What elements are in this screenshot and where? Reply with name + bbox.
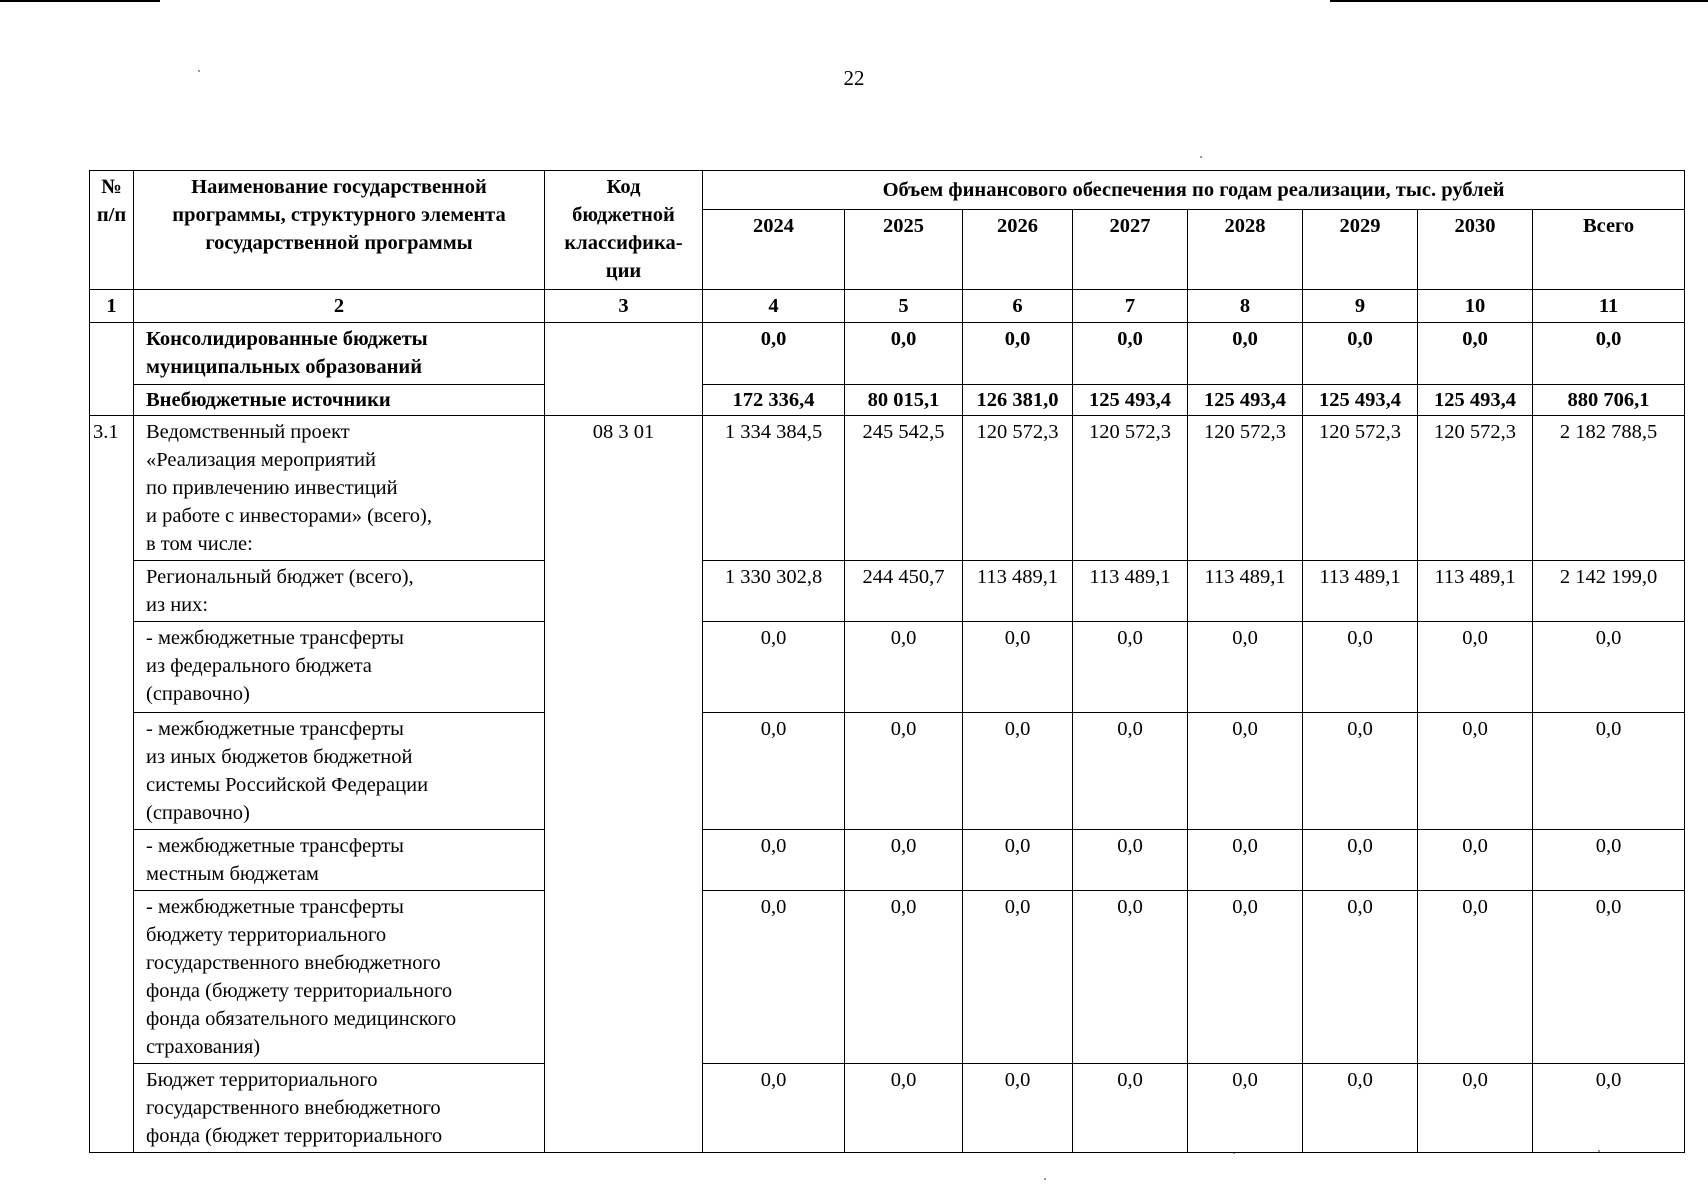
cell-value: 0,0 [963,713,1073,830]
cell-value: 120 572,3 [1188,416,1303,561]
cell-value: 0,0 [963,323,1073,385]
cell-value: 0,0 [1073,622,1188,713]
cell-value: 0,0 [703,323,845,385]
cell-value-total: 0,0 [1533,891,1685,1064]
cell-value: 125 493,4 [1303,385,1418,416]
cell-value: 0,0 [1073,323,1188,385]
header-volume: Объем финансового обеспечения по годам реализации, тыс. рублей [703,171,1685,210]
cell-value: 120 572,3 [963,416,1073,561]
header-year: 2030 [1418,210,1533,290]
column-number: 8 [1188,290,1303,323]
row-name: Бюджет территориального государственного внебюджетного фонда (бюджет территориального [134,1064,545,1153]
header-name: Наименование государственной программы, структурного элемента государственной программы [134,171,545,290]
table-row-federal-transfers [90,622,1685,713]
column-number: 10 [1418,290,1533,323]
cell-value: 120 572,3 [1303,416,1418,561]
cell-value: 0,0 [1303,323,1418,385]
cell-value: 125 493,4 [1188,385,1303,416]
cell-value: 0,0 [1073,713,1188,830]
cell-value: 113 489,1 [963,561,1073,622]
cell-value: 0,0 [1188,713,1303,830]
header-year: 2028 [1188,210,1303,290]
cell-value: 0,0 [1418,323,1533,385]
cell-value-total: 0,0 [1533,323,1685,385]
cell-value: 0,0 [1418,1064,1533,1153]
table-row-regional [90,561,1685,622]
cell-value: 113 489,1 [1418,561,1533,622]
row-name: Внебюджетные источники [134,385,545,416]
row-name: - межбюджетные трансферты из иных бюджетов бюджетной системы Российской Федерации (справочно) [134,713,545,830]
cell-value: 245 542,5 [845,416,963,561]
cell-value: 113 489,1 [1073,561,1188,622]
row-code-empty [545,323,703,416]
column-number: 7 [1073,290,1188,323]
row-name: Ведомственный проект «Реализация мероприятий по привлечению инвестиций и работе с инвесторами» (всего), в том числе: [134,416,545,561]
cell-value-total: 0,0 [1533,622,1685,713]
cell-value: 113 489,1 [1303,561,1418,622]
cell-value: 0,0 [963,891,1073,1064]
column-number: 1 [90,290,134,323]
row-num-empty [90,323,134,416]
column-number: 2 [134,290,545,323]
row-num: 3.1 [90,416,134,1153]
cell-value: 0,0 [703,622,845,713]
scan-edge-mark-right [1330,0,1708,2]
row-name: Консолидированные бюджеты муниципальных образований [134,323,545,385]
table-row-fund-budget [90,1064,1685,1153]
cell-value: 126 381,0 [963,385,1073,416]
cell-value: 0,0 [845,830,963,891]
header-year-total: Всего [1533,210,1685,290]
cell-value: 1 334 384,5 [703,416,845,561]
column-number: 6 [963,290,1073,323]
cell-value-total: 0,0 [1533,1064,1685,1153]
cell-value: 0,0 [845,891,963,1064]
row-name: - межбюджетные трансферты местным бюджетам [134,830,545,891]
cell-value: 0,0 [1303,1064,1418,1153]
cell-value: 0,0 [845,323,963,385]
cell-value: 125 493,4 [1073,385,1188,416]
cell-value: 0,0 [1188,891,1303,1064]
header-year: 2024 [703,210,845,290]
table-row-fund-transfers [90,891,1685,1064]
table-row-local-transfers [90,830,1685,891]
cell-value: 0,0 [963,622,1073,713]
cell-value-total: 880 706,1 [1533,385,1685,416]
header-year: 2027 [1073,210,1188,290]
cell-value: 125 493,4 [1418,385,1533,416]
scan-speck [1044,1178,1046,1180]
header-row [90,171,1685,210]
column-number: 11 [1533,290,1685,323]
cell-value: 0,0 [1303,713,1418,830]
cell-value: 0,0 [703,891,845,1064]
column-number: 5 [845,290,963,323]
cell-value: 0,0 [1418,830,1533,891]
cell-value: 172 336,4 [703,385,845,416]
header-year: 2026 [963,210,1073,290]
cell-value: 0,0 [963,830,1073,891]
cell-value: 0,0 [1073,1064,1188,1153]
scan-edge-mark-left [0,0,160,2]
row-code: 08 3 01 [545,416,703,1153]
cell-value: 0,0 [1418,713,1533,830]
cell-value: 0,0 [1188,622,1303,713]
table-row-extrabudget [90,385,1685,416]
row-name: - межбюджетные трансферты бюджету территориального государственного внебюджетного фонда (бюджету территориального фонда обязательного медицинского страхования) [134,891,545,1064]
cell-value: 0,0 [1418,891,1533,1064]
scan-speck [1200,156,1202,158]
column-number: 3 [545,290,703,323]
cell-value: 0,0 [1188,323,1303,385]
cell-value: 120 572,3 [1418,416,1533,561]
cell-value-total: 0,0 [1533,713,1685,830]
table-row-consolidated [90,323,1685,385]
cell-value: 0,0 [963,1064,1073,1153]
financing-table [89,170,1685,1153]
cell-value: 0,0 [845,1064,963,1153]
cell-value: 0,0 [1073,830,1188,891]
row-name: Региональный бюджет (всего), из них: [134,561,545,622]
cell-value: 113 489,1 [1188,561,1303,622]
header-code: Код бюджетной классифика- ции [545,171,703,290]
cell-value: 80 015,1 [845,385,963,416]
cell-value-total: 2 142 199,0 [1533,561,1685,622]
cell-value: 0,0 [845,713,963,830]
column-numbers-row [90,290,1685,323]
cell-value: 0,0 [1188,830,1303,891]
cell-value: 244 450,7 [845,561,963,622]
cell-value: 0,0 [1303,891,1418,1064]
cell-value-total: 0,0 [1533,830,1685,891]
cell-value: 0,0 [703,1064,845,1153]
header-year: 2025 [845,210,963,290]
column-number: 4 [703,290,845,323]
cell-value: 0,0 [703,713,845,830]
cell-value: 0,0 [1073,891,1188,1064]
cell-value: 0,0 [1303,622,1418,713]
header-year: 2029 [1303,210,1418,290]
table-row-other-transfers [90,713,1685,830]
cell-value: 0,0 [1303,830,1418,891]
header-num: № п/п [90,171,134,290]
row-name: - межбюджетные трансферты из федерального бюджета (справочно) [134,622,545,713]
cell-value: 0,0 [1188,1064,1303,1153]
cell-value: 0,0 [703,830,845,891]
column-number: 9 [1303,290,1418,323]
cell-value: 0,0 [845,622,963,713]
cell-value: 1 330 302,8 [703,561,845,622]
cell-value-total: 2 182 788,5 [1533,416,1685,561]
cell-value: 0,0 [1418,622,1533,713]
cell-value: 120 572,3 [1073,416,1188,561]
table-row-project [90,416,1685,561]
page-number: 22 [843,66,865,90]
